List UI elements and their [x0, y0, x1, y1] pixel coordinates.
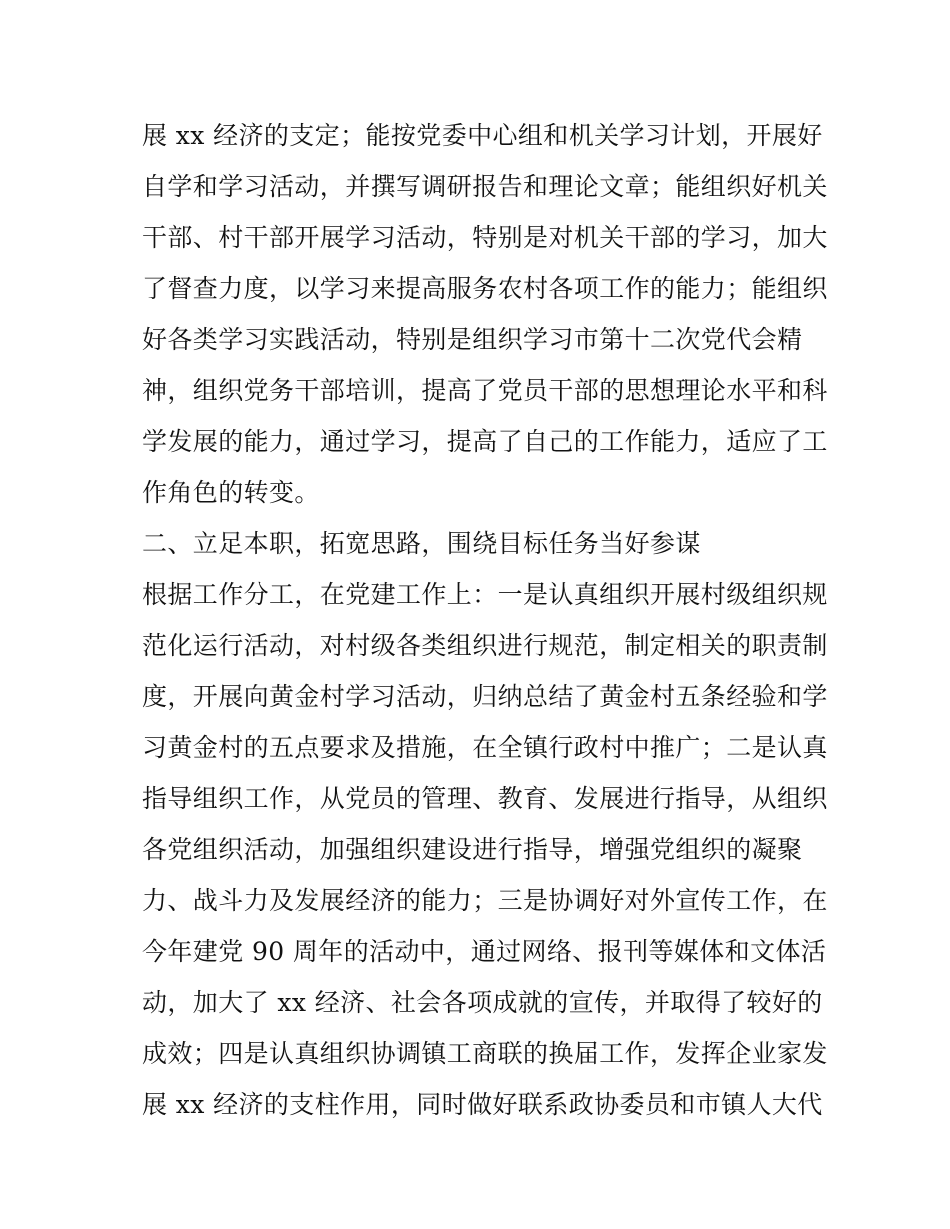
- text-line: 今年建党 90 周年的活动中，通过网络、报刊等媒体和文体活: [142, 937, 827, 966]
- text-line: 根据工作分工，在党建工作上：一是认真组织开展村级组织规: [142, 580, 828, 609]
- text-line: 作角色的转变。: [142, 478, 320, 507]
- text-line: 好各类学习实践活动，特别是组织学习市第十二次党代会精: [142, 325, 803, 354]
- text-line: 了督查力度，以学习来提高服务农村各项工作的能力；能组织: [142, 274, 828, 303]
- text-line: 范化运行活动，对村级各类组织进行规范，制定相关的职责制: [142, 631, 828, 660]
- text-line: 展 xx 经济的支柱作用，同时做好联系政协委员和市镇人大代: [142, 1090, 823, 1119]
- document-body: [142, 110, 828, 1130]
- text-line: 神，组织党务干部培训，提高了党员干部的思想理论水平和科: [142, 376, 828, 405]
- text-line: 展 xx 经济的支定；能按党委中心组和机关学习计划，开展好: [142, 121, 823, 150]
- text-line: 动，加大了 xx 经济、社会各项成就的宣传，并取得了较好的: [142, 988, 823, 1017]
- text-line: 习黄金村的五点要求及措施，在全镇行政村中推广；二是认真: [142, 733, 828, 762]
- text-line: 各党组织活动，加强组织建设进行指导，增强党组织的凝聚: [142, 835, 803, 864]
- text-line: 成效；四是认真组织协调镇工商联的换届工作，发挥企业家发: [142, 1039, 828, 1068]
- text-line: 力、战斗力及发展经济的能力；三是协调好对外宣传工作，在: [142, 886, 828, 915]
- section-heading: 二、立足本职，拓宽思路，围绕目标任务当好参谋: [142, 529, 701, 558]
- text-line: 指导组织工作，从党员的管理、教育、发展进行指导，从组织: [142, 784, 828, 813]
- text-line: 学发展的能力，通过学习，提高了自己的工作能力，适应了工: [142, 427, 828, 456]
- text-line: 自学和学习活动，并撰写调研报告和理论文章；能组织好机关: [142, 172, 828, 201]
- text-line: 度，开展向黄金村学习活动，归纳总结了黄金村五条经验和学: [142, 682, 828, 711]
- text-line: 干部、村干部开展学习活动，特别是对机关干部的学习，加大: [142, 223, 828, 252]
